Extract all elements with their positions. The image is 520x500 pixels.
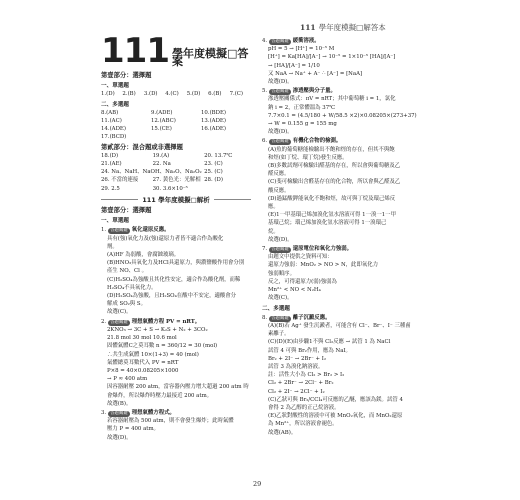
explanation-line: (E)1一甲基環己烯加溴化氫水溶液可得 1一溴一1一甲 (268, 212, 396, 219)
right-column (262, 36, 432, 437)
answer-cell: 12.(ABC) (151, 118, 176, 125)
explanation-line: 故選(C)。 (268, 295, 293, 302)
question-topic: 還原電位和氧化力強弱。 (292, 246, 353, 253)
answers-part1-heading: 第壹部分：選擇題 (101, 72, 152, 79)
explanation-line: 產生 NO、Cl 。 (107, 268, 147, 275)
explanation-line: 酸反應。 (268, 187, 290, 194)
mixed-answers-grid (101, 152, 251, 193)
answer-cell: 25. (C) (204, 169, 223, 176)
answers-multi-heading: 二、多選題 (101, 101, 129, 108)
explanation-line: 會爆炸，所以爆炸時壓力最接近 200 atm。 (107, 392, 213, 399)
explanation-line: (B)HNO₃具氧化力及HCl具還原力，與濃鹽酸作用會分別 (107, 260, 245, 267)
answer-cell: 5.(D) (186, 91, 201, 98)
explanation-line: 又 NaA → Na⁺ + A⁻ ∴ [A⁻] = [NaA] (268, 70, 363, 77)
answer-cell: 28. (D) (204, 177, 223, 184)
explanation-line: (A)魚的葡萄糖能檢驗出不飽和烴的存在，但其不與飽 (268, 146, 395, 153)
question-block (262, 314, 432, 437)
answer-cell: 10.(BDE) (201, 109, 226, 116)
question-topic: 氧化還原反應。 (131, 227, 170, 234)
explanation-line: (A)(B)若 Ag⁺ 發生沉澱者，可能含有 Cl⁻、Br⁻、I⁻ 三種鹵 (268, 322, 411, 329)
explanation-line: 故選(B)。 (107, 400, 132, 407)
question-number: 3. (101, 409, 107, 416)
answer-cell: 3.(D) (143, 91, 158, 98)
question-number: 7. (262, 246, 268, 253)
answer-cell: 26. 不當的連接 (101, 177, 139, 184)
question-topic: 有機化合物的檢測。 (292, 138, 342, 145)
explanation-line: [H⁺] = Ka[HA]/[A⁻] → 10⁻⁵ = 1×10⁻⁵ [HA]/[A⁻] (268, 54, 396, 61)
answer-cell: 7.(C) (229, 91, 244, 98)
explanation-line: 鈉 i = 2，正常體溫為 37℃ (268, 104, 336, 111)
explanation-line: 應。 (268, 204, 279, 211)
explanation-line: Br₂ + 2I⁻ → 2Br⁻ + I₂ (268, 355, 327, 362)
question-heading (262, 245, 432, 253)
answer-cell: 9.(ADE) (151, 109, 173, 116)
explanation-line: 故選(C)。 (107, 309, 132, 316)
answer-cell: 11.(AC) (101, 118, 122, 125)
answer-cell: 8.(AB) (101, 109, 119, 116)
explanation-line: (C)乙狀可與 Br₂/CCl₄可反應的乙醚，應該為鎂。試管 4 (268, 396, 403, 403)
single-answers-row (101, 90, 251, 98)
explanation-line: pH = 5 → [H⁺] = 10⁻⁵ M (268, 46, 335, 53)
question-number: 2. (101, 318, 107, 325)
explanation-line: 故選(D)。 (107, 434, 132, 441)
question-block (101, 318, 251, 408)
explanation-line: 21.8 mol 30 mol 10.6 mol (107, 335, 177, 342)
explanation-line: 會得 2 為乙醇的正己烷溶液。 (268, 404, 340, 411)
answer-cell: 24. Na、NaH、NaOH、Na₂O、Na₂O₂ (101, 169, 202, 176)
answer-cell: 30. 3.6×10⁻⁵ (152, 185, 188, 192)
question-number: 6. (262, 138, 268, 145)
left-column (101, 31, 251, 442)
explanation-line: 為 Mn²⁺，所以溶液會褪色。 (268, 421, 338, 428)
explanation-line: 具有(強)氧化力及(強)還原力者皆不適合作為酸化 (107, 235, 224, 242)
explanation-line: Cl₂ + 2Br⁻ → 2Cl⁻ + Br₂ (268, 380, 334, 387)
explanation-line: (C)H₂SO₄為強酸且其化性安定，適合作為酸化劑，而稀 (107, 276, 241, 283)
question-block (262, 87, 432, 136)
explanation-line: 故選(D)。 (268, 236, 293, 243)
explanation-line: 2KNO₃ → 3C + S → K₂S + N₂ + 3CO₂ (107, 326, 208, 333)
answer-key-badge: 答題關鍵 (110, 319, 128, 325)
answer-key-badge: 答題關鍵 (110, 410, 128, 416)
answer-cell: 1.(D) (101, 91, 115, 98)
explanation-line: 烷。 (268, 228, 279, 235)
multi-answers-grid (101, 109, 251, 142)
explanation-line: 壓力 P = 400 atm。 (107, 426, 159, 433)
running-header (300, 22, 386, 33)
answer-cell: 14.(ADE) (101, 126, 126, 133)
header-text: 學年度模擬□解答本 (318, 23, 386, 32)
answer-cell: 20. 13.7℃ (204, 152, 233, 159)
explanation-line: 故選(D)。 (268, 129, 293, 136)
explanation-line: 若容器耐壓為 500 atm，則不會發生爆炸；此時氣體 (107, 418, 234, 425)
question-number: 1. (101, 227, 107, 234)
explanation-line: → W = 0.155 g = 155 mg (268, 121, 337, 128)
answer-cell: 16.(ADE) (201, 126, 226, 133)
answer-key-badge: 答題關鍵 (271, 315, 289, 321)
explanation-line: 解成 SO₂與 S。 (107, 301, 146, 308)
explanation-line: P×8 = 40×0.08205×1000 (107, 367, 179, 374)
explanation-line: (C)斐可檢驗出含醛基存在的化合物，所以會與乙醛及乙 (268, 179, 401, 186)
answer-cell: 6.(B) (208, 91, 222, 98)
explanation-line: → P ≈ 400 atm (107, 376, 148, 383)
question-block (262, 37, 432, 86)
question-number: 4. (262, 38, 268, 44)
explanation-line: (E)乙狀對酸性的溶液中可被 MnO₂氧化，而 MnO₂還原 (268, 413, 403, 420)
explanation-line: (C)(D)(E)由步驟1不與 Cl₂反應 → 試管 1 為 NaCl (268, 339, 391, 346)
title-number: 111 (101, 31, 169, 71)
answer-cell: 19.(A) (152, 152, 170, 159)
page-number: 29 (253, 480, 262, 488)
analysis-banner-text: 111 學年度模擬□解析 (142, 195, 210, 204)
explanation-line: 由題文中提供之資料可知： (268, 254, 333, 261)
explanation-line: → [HA]/[A⁻] = 1/10 (268, 62, 320, 69)
explanation-line: H₂SO₄不具氧化力。 (107, 284, 157, 291)
explanation-line: 醛反應。 (268, 171, 290, 178)
explanation-line: 滲透壓關係式：πV = nRT；其中葡萄糖 i = 1，氯化 (268, 96, 396, 103)
title-text: 學年度模擬□答案 (171, 46, 249, 68)
explanation-line: 故選(D)。 (268, 79, 293, 86)
explanation-line: Mn²⁺ < NO < N₂H₄ (268, 287, 321, 294)
answer-cell: 15.(CE) (151, 126, 172, 133)
explanation-line: 強弱順序。 (268, 270, 295, 277)
question-heading (262, 314, 432, 322)
analysis-banner (101, 196, 251, 204)
question-heading (262, 87, 432, 95)
answer-cell: 23. (C) (204, 161, 223, 168)
question-block (262, 137, 432, 244)
explanation-line: 試管 3 為溴化鈉溶液。 (268, 363, 324, 370)
answer-cell: 2.(B) (122, 91, 136, 98)
explanation-line: (D)H₂SO₄為強酸，且H₂SO₄在酸中不安定，適酸會分 (107, 293, 237, 300)
explanation-line: 固體氣體C之莫耳數 n = 360/12 = 30 (mol) (107, 343, 218, 350)
explanation-line: 7.7×0.1 = (4.5/180 + W/58.5 ×2)×0.08205×(273+37) (268, 112, 417, 119)
question-number: 8. (262, 314, 268, 321)
question-heading (262, 37, 432, 45)
answers-part2-heading: 第貳部分：混合題或非選擇題 (101, 143, 183, 151)
answer-cell: 13.(ADE) (201, 118, 226, 125)
question-topic: 離子沉澱反應。 (292, 314, 331, 321)
answer-key-badge: 答題關鍵 (110, 228, 128, 234)
header-number: 111 (300, 23, 316, 32)
explanation-line: (A)HF 為弱酸，會腐蝕玻璃。 (107, 252, 180, 259)
answer-key-badge: 答題關鍵 (271, 89, 289, 95)
explanation-line: 和烴(如丁烷、環丁烷)發生反應。 (268, 154, 348, 161)
question-heading (101, 318, 251, 326)
answer-cell: 22. Na (152, 161, 171, 168)
explanation-line: 註：活性大小為 Cl₂ > Br₂ > I₂ (268, 372, 345, 379)
explanation-line: (B)多數試劑可檢驗出醛基的存在，所以會與葡萄糖及乙 (268, 163, 401, 170)
question-topic: 緩衝溶液。 (292, 38, 320, 44)
explanation-line: 基環己烷；環己烯加溴化氫水溶液可得 1一溴環己 (268, 220, 387, 227)
explanation-line: 氣體總莫耳數代入 PV = nRT (107, 359, 179, 366)
analysis-part1-heading: 第壹部分：選擇題 (101, 207, 152, 215)
answer-cell: 21.(AE) (101, 161, 122, 168)
answers-single-heading: 一、單選題 (101, 83, 129, 90)
answer-cell: 4.(C) (165, 91, 179, 98)
answer-key-badge: 答題關鍵 (271, 39, 289, 44)
answer-cell: 18.(D) (101, 152, 119, 159)
question-topic: 渗透壓與分子量。 (292, 88, 336, 95)
question-heading (101, 226, 251, 234)
explanation-line: 試管 4 可與 Br₂作用，應為 NaI。 (268, 347, 351, 354)
page-title (101, 31, 251, 71)
question-topic: 理想氣體方程 PV = nRT。 (131, 318, 201, 325)
question-heading (101, 409, 251, 417)
explanation-line: 劑。 (107, 243, 118, 250)
explanation-line: 因容器耐壓 200 atm，當容器內壓力增大超過 200 atm 時 (107, 384, 249, 391)
explanation-line: 故選(AB)。 (268, 429, 297, 436)
explanation-line: (D)過錳酸鉀能氧化不飽和烴，故可與丁烷及環己烯反 (268, 195, 396, 202)
answer-cell: 29. 2.5 (101, 185, 120, 192)
explanation-line: Cl₂ + 2I⁻ → 2Cl⁻ + I₂ (268, 388, 325, 395)
question-block (262, 245, 432, 302)
question-topic: 理想氣體方程式。 (131, 409, 175, 416)
answer-key-badge: 答題關鍵 (271, 139, 289, 145)
answer-cell: 17.(BCD) (101, 134, 127, 141)
analysis-single-heading: 一、單選題 (101, 218, 129, 225)
question-block (101, 226, 251, 316)
answer-cell: 27. 黃色光：光解相 (152, 177, 201, 184)
answer-key-badge: 答題關鍵 (271, 247, 289, 253)
question-block (101, 409, 251, 442)
analysis-multi-heading: 二、多選題 (262, 305, 290, 312)
explanation-line: 還原力強弱：MnO₂ > NO > N，此即氧化力 (268, 262, 379, 269)
explanation-line: 反之，可得還原力(弱)強弱為 (268, 278, 337, 285)
question-number: 5. (262, 88, 268, 95)
question-heading (262, 137, 432, 145)
explanation-line: ∴共生成氣體 10×(1+3) = 40 (mol) (107, 351, 199, 358)
explanation-line: 素離子。 (268, 331, 290, 338)
